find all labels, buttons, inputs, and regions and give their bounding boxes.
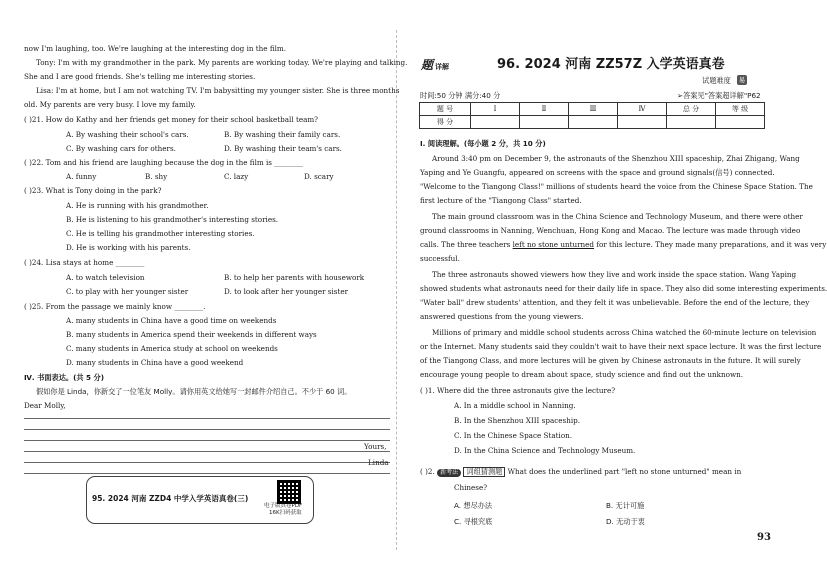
para-text: for this lecture. They made many preparations, and it was very <box>594 240 827 249</box>
score-input-cell[interactable] <box>569 116 618 129</box>
q22-option-a: A. funny <box>66 172 97 181</box>
score-cell: Ⅱ <box>520 103 569 116</box>
question-25-stem: ( )25. From the passage we mainly know ________. <box>24 302 206 311</box>
q25-option-a: A. many students in China have a good time on weekends <box>66 316 277 325</box>
score-input-cell[interactable] <box>471 116 520 129</box>
score-cell: 题 号 <box>420 103 471 116</box>
q23-option-b: B. He is listening to his grandmother's interesting stories. <box>66 215 279 224</box>
score-input-cell[interactable] <box>618 116 667 129</box>
salutation: Dear Molly, <box>24 401 66 410</box>
question-2-stem <box>420 467 741 477</box>
q1-option-d: D. In the China Science and Technology Museum. <box>454 446 636 455</box>
q1-option-b: B. In the Shenzhou XIII spaceship. <box>454 416 581 425</box>
q1-option-c: C. In the Chinese Space Station. <box>454 431 573 440</box>
q2-stem-text: What does the underlined part "left no stone unturned" mean in <box>505 467 742 476</box>
closing: Yours, <box>364 442 387 451</box>
score-cell: 等 级 <box>716 103 765 116</box>
score-table <box>419 102 765 129</box>
time-info: 时间:50 分钟 满分:40 分 <box>420 91 501 100</box>
q24-option-b: B. to help her parents with housework <box>224 273 365 282</box>
passage-line: She and I are good friends. She's telling me interesting stories. <box>24 72 256 81</box>
para-line: ground classrooms in Nanning, Wenchuan, Hong Kong and Macao. The lecture was made through video <box>420 226 801 235</box>
footer-box-title: 95. 2024 河南 ZZD4 中学入学英语真卷(三) <box>92 494 249 503</box>
writing-line <box>24 418 390 419</box>
para-line: showed students what astronauts need for their daily life in space. They also did some interesting experiments. <box>420 284 827 293</box>
writing-line <box>24 473 390 474</box>
q24-option-c: C. to play with her younger sister <box>66 287 189 296</box>
underlined-phrase: left no stone unturned <box>512 240 595 249</box>
para-line: encourage young people to dream about space, study science and find out the unknown. <box>420 370 744 379</box>
q22-option-d: D. scary <box>304 172 334 181</box>
score-table-header-row <box>420 103 765 116</box>
q2-option-c: C. 寻根究底 <box>454 517 493 526</box>
q25-option-b: B. many students in America spend their weekends in different ways <box>66 330 317 339</box>
para-line: "Welcome to the Tiangong Class!" millions of students heard the voice from the Chinese Space Station. The <box>420 182 813 191</box>
score-input-cell[interactable] <box>716 116 765 129</box>
qr-caption-2: 16K扫码获取 <box>269 510 302 516</box>
qr-caption-1: 电子版真卷PDF <box>264 503 303 509</box>
q22-option-c: C. lazy <box>224 172 249 181</box>
para-line: or the Internet. Many students said they couldn't wait to have their next space lecture. It was the first lecture <box>420 342 822 351</box>
q21-option-d: D. By washing their team's cars. <box>224 144 342 153</box>
section-4-prompt: 假如你是 Linda，你新交了一位笔友 Molly。请你用英文给她写一封邮件介绍自己。不少于 60 词。 <box>36 387 352 396</box>
score-cell: 总 分 <box>667 103 716 116</box>
para-line: "Water ball" drew students' attention, and they felt it was unbelievable. Before the end of the lecture, they <box>420 298 810 307</box>
writing-line <box>24 440 390 441</box>
q2-option-d: D. 无动于衷 <box>606 517 645 526</box>
q1-option-a: A. In a middle school in Nanning. <box>454 401 576 410</box>
writing-line <box>24 462 390 463</box>
score-table-score-row <box>420 116 765 129</box>
q2-option-a: A. 想尽办法 <box>454 501 493 510</box>
para-line: Around 3:40 pm on December 9, the astronauts of the Shenzhou XIII spaceship, Zhai Zhigang, Wang <box>432 154 800 163</box>
logo-mark: 题 <box>421 58 434 72</box>
para-line <box>420 240 826 249</box>
q25-option-d: D. many students in China have a good weekend <box>66 358 244 367</box>
q23-option-c: C. He is telling his grandmother interesting stories. <box>66 229 255 238</box>
score-input-cell[interactable] <box>667 116 716 129</box>
question-24-stem: ( )24. Lisa stays at home ________ <box>24 258 145 267</box>
passage-line: old. My parents are very busy. I love my family. <box>24 100 196 109</box>
q23-option-d: D. He is working with his parents. <box>66 243 191 252</box>
para-line: The main ground classroom was in the China Science and Technology Museum, and there were other <box>432 212 803 221</box>
para-line: first lecture of the "Tiangong Class" started. <box>420 196 582 205</box>
question-22-stem: ( )22. Tom and his friend are laughing because the dog in the film is ________ <box>24 158 304 167</box>
question-1-stem: ( )1. Where did the three astronauts give the lecture? <box>420 386 616 395</box>
difficulty-label: 试题难度 <box>702 76 731 85</box>
q21-option-a: A. By washing their school's cars. <box>66 130 189 139</box>
writing-line <box>24 429 390 430</box>
q22-option-b: B. shy <box>145 172 168 181</box>
q21-option-c: C. By washing cars for others. <box>66 144 176 153</box>
logo-small: 详解 <box>435 63 450 71</box>
question-type-box: 词组猜测题 <box>463 467 505 477</box>
para-line: answered questions from the young viewers. <box>420 312 584 321</box>
section-1-title: Ⅰ. 阅读理解。(每小题 2 分，共 10 分) <box>420 139 546 148</box>
q25-option-c: C. many students in America study at school on weekends <box>66 344 278 353</box>
writing-line <box>24 451 390 452</box>
question-21-stem: ( )21. How do Kathy and her friends get money for their school basketball team? <box>24 115 319 124</box>
page-number: 93 <box>757 532 771 543</box>
publisher-logo <box>421 56 449 73</box>
para-line: Millions of primary and middle school students across China watched the 60-minute lecture on television <box>432 328 817 337</box>
q24-option-a: A. to watch television <box>66 273 145 282</box>
q2-stem-line2: Chinese? <box>454 483 488 492</box>
score-cell: 得 分 <box>420 116 471 129</box>
score-cell: Ⅳ <box>618 103 667 116</box>
difficulty-badge: 易 <box>738 76 746 84</box>
passage-line: Tony: I'm with my grandmother in the park. My parents are working today. We're playing and talking. <box>36 58 408 67</box>
passage-line: now I'm laughing, too. We're laughing at the interesting dog in the film. <box>24 44 287 53</box>
page-title: 96. 2024 河南 ZZ57Z 入学英语真卷 <box>497 57 725 72</box>
para-line: The three astronauts showed viewers how they live and work inside the space station. Wang Yaping <box>432 270 797 279</box>
q24-option-d: D. to look after her younger sister <box>224 287 349 296</box>
score-cell: Ⅲ <box>569 103 618 116</box>
para-line: successful. <box>420 254 460 263</box>
q23-option-a: A. He is running with his grandmother. <box>66 201 209 210</box>
qr-code-icon[interactable] <box>277 480 301 504</box>
q2-number: ( )2. <box>420 467 435 476</box>
signature: Linda <box>368 458 389 467</box>
para-line: Yaping and Ye Guangfu, appeared on screens with the space and ground signals(信号) connected. <box>420 168 775 177</box>
question-23-stem: ( )23. What is Tony doing in the park? <box>24 186 162 195</box>
section-4-title: Ⅳ. 书面表达。(共 5 分) <box>24 373 105 382</box>
q21-option-b: B. By washing their family cars. <box>224 130 341 139</box>
page-divider <box>396 30 397 550</box>
answer-reference: ➢答案见"答案超详解"P62 <box>677 91 761 100</box>
para-text: calls. The three teachers <box>420 240 513 249</box>
score-cell: Ⅰ <box>471 103 520 116</box>
score-input-cell[interactable] <box>520 116 569 129</box>
q2-option-b: B. 无计可施 <box>606 501 645 510</box>
new-format-tag: 新考法 <box>437 469 461 477</box>
passage-line: Lisa: I'm at home, but I am not watching TV. I'm babysitting my younger sister. She is three months <box>36 86 400 95</box>
para-line: of the Tiangong Class, and more lectures will be given by Chinese astronauts in the future. It will surely <box>420 356 801 365</box>
